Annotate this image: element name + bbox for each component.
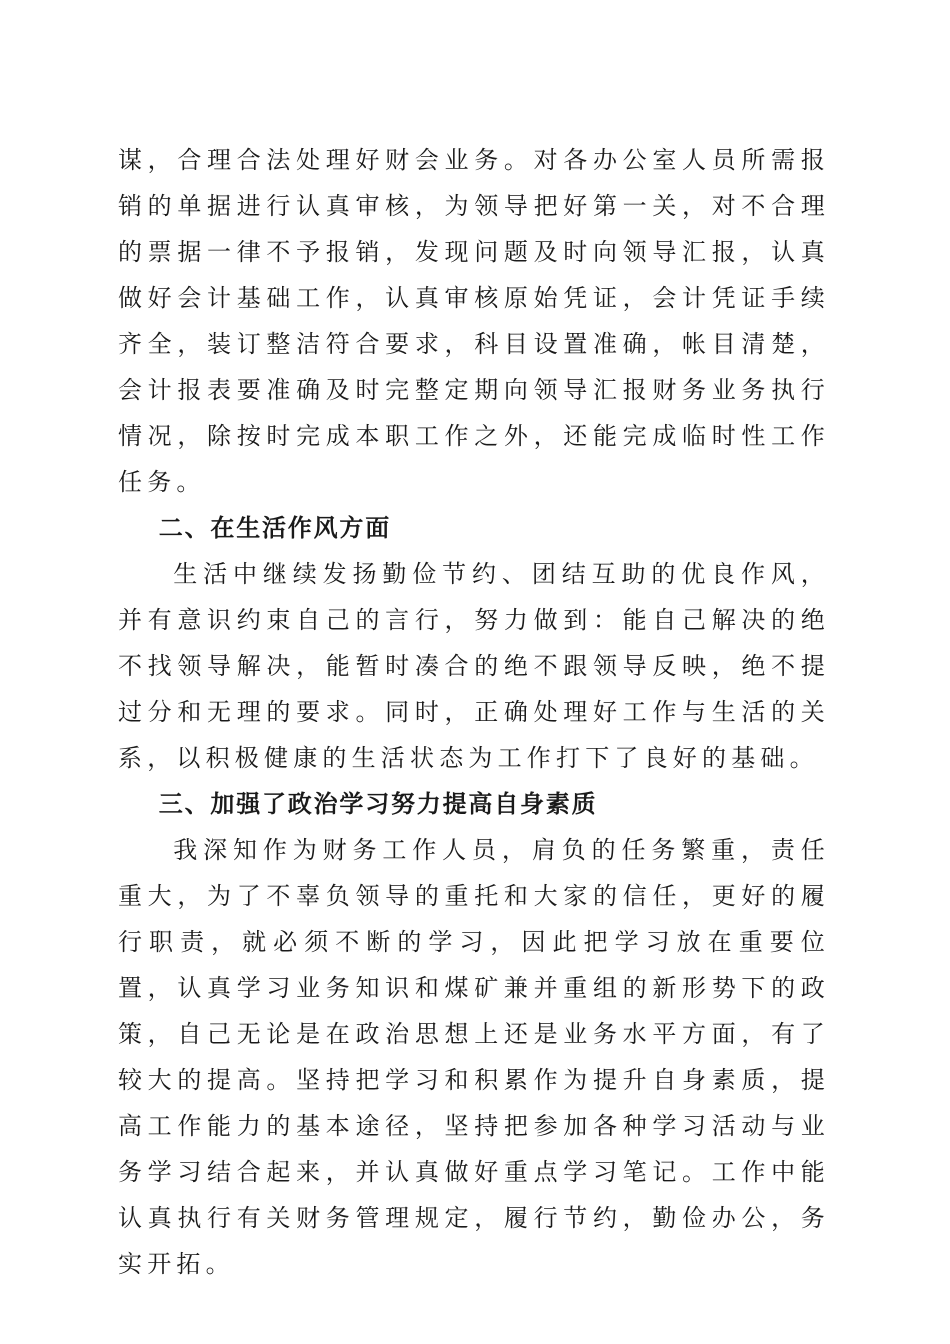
paragraph-lifestyle: 生活中继续发扬勤俭节约、团结互助的优良作风，并有意识约束自己的言行，努力做到：能自己解决的绝不找领导解决，能暂时凑合的绝不跟领导反映，绝不提过分和无理的要求。同时，正确处理好工作与生活的关系，以积极健康的生活状态为工作打下了良好的基础。 [118, 560, 830, 772]
paragraph-political-study: 我深知作为财务工作人员，肩负的任务繁重，责任重大，为了不辜负领导的重托和大家的信任，更好的履行职责，就必须不断的学习，因此把学习放在重要位置，认真学习业务知识和煤矿兼并重组的新形势下的政策，自己无论是在政治思想上还是业务水平方面，有了较大的提高。坚持把学习和积累作为提升自身素质，提高工作能力的基本途径，坚持把参加各种学习活动与业务学习结合起来，并认真做好重点学习笔记。工作中能认真执行有关财务管理规定，履行节约，勤俭办公，务实开拓。 [118, 836, 830, 1278]
section-heading-political-study: 三、加强了政治学习努力提高自身素质 [158, 790, 598, 818]
document-body [118, 137, 830, 1287]
section-heading-lifestyle: 二、在生活作风方面 [158, 514, 391, 542]
paragraph-continuation: 谋，合理合法处理好财会业务。对各办公室人员所需报销的单据进行认真审核，为领导把好第一关，对不合理的票据一律不予报销，发现问题及时向领导汇报，认真做好会计基础工作，认真审核原始凭证，会计凭证手续齐全，装订整洁符合要求，科目设置准确，帐目清楚，会计报表要准确及时完整定期向领导汇报财务业务执行情况，除按时完成本职工作之外，还能完成临时性工作任务。 [118, 146, 830, 496]
